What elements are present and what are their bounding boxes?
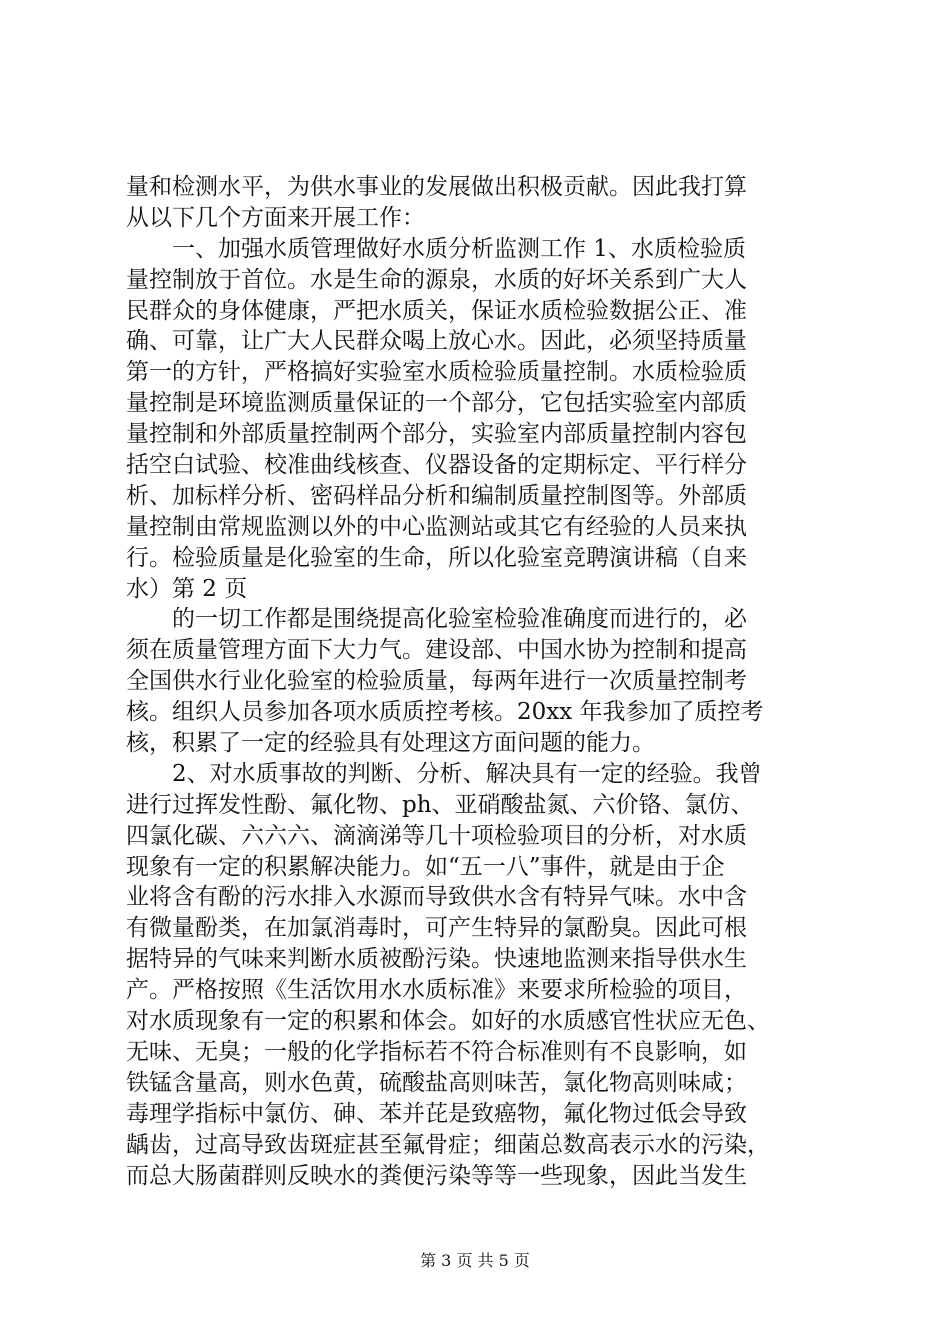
text-line: 进行过挥发性酚、氟化物、ph、亚硝酸盐氮、六价铬、氯仿、 <box>126 791 754 818</box>
text-line: 量和检测水平，为供水事业的发展做出积极贡献。因此我打算 <box>126 174 747 200</box>
text-line: 无味、无臭；一般的化学指标若不符合标准则有不良影响，如 <box>126 1038 747 1065</box>
text-line: 第一的方针，严格搞好实验室水质检验质量控制。水质检验质 <box>126 359 747 386</box>
text-line: 四氯化碳、六六六、滴滴涕等几十项检验项目的分析，对水质 <box>126 822 747 849</box>
document-body <box>126 172 866 1191</box>
text-line: 量控制和外部质量控制两个部分，实验室内部质量控制内容包 <box>126 421 747 448</box>
text-line: 龋齿，过高导致齿斑症甚至氟骨症；细菌总数高表示水的污染， <box>126 1131 770 1158</box>
text-line: 的一切工作都是围绕提高化验室检验准确度而进行的，必 <box>126 606 747 633</box>
text-line: 核。组织人员参加各项水质质控考核。20xx 年我参加了质控考 <box>126 699 764 726</box>
text-line: 对水质现象有一定的积累和体会。如好的水质感官性状应无色、 <box>126 1008 770 1035</box>
text-line: 水）第 2 页 <box>126 575 248 602</box>
text-line: 业将含有酚的污水排入水源而导致供水含有特异气味。水中含 <box>126 884 747 911</box>
text-line: 而总大肠菌群则反映水的粪便污染等等一些现象，因此当发生 <box>126 1162 747 1189</box>
text-line: 一、加强水质管理做好水质分析监测工作 1、水质检验质 <box>126 235 746 262</box>
text-line: 2、对水质事故的判断、分析、解决具有一定的经验。我曾 <box>126 760 762 787</box>
text-line: 析、加标样分析、密码样品分析和编制质量控制图等。外部质 <box>126 482 747 509</box>
text-line: 产。严格按照《生活饮用水水质标准》来要求所检验的项目， <box>126 977 747 1004</box>
text-line: 现象有一定的积累解决能力。如“五一八”事件，就是由于企 <box>126 853 725 880</box>
text-line: 行。检验质量是化验室的生命，所以化验室竞聘演讲稿（自来 <box>126 544 747 571</box>
text-line: 有微量酚类，在加氯消毒时，可产生特异的氯酚臭。因此可根 <box>126 915 747 942</box>
page-footer <box>0 1248 950 1271</box>
text-line: 铁锰含量高，则水色黄，硫酸盐高则味苦，氯化物高则味咸； <box>126 1069 747 1096</box>
text-line: 全国供水行业化验室的检验质量，每两年进行一次质量控制考 <box>126 668 747 695</box>
page-number-indicator: 第 3 页 共 5 页 <box>420 1251 530 1270</box>
text-line: 量控制是环境监测质量保证的一个部分，它包括实验室内部质 <box>126 390 747 417</box>
text-line: 量控制由常规监测以外的中心监测站或其它有经验的人员来执 <box>126 513 747 540</box>
text-line: 量控制放于首位。水是生命的源泉，水质的好坏关系到广大人 <box>126 266 747 293</box>
text-line: 毒理学指标中氯仿、砷、苯并芘是致癌物，氟化物过低会导致 <box>126 1100 747 1127</box>
text-line: 核，积累了一定的经验具有处理这方面问题的能力。 <box>126 730 655 757</box>
text-line: 据特异的气味来判断水质被酚污染。快速地监测来指导供水生 <box>126 946 747 973</box>
text-line: 确、可靠，让广大人民群众喝上放心水。因此，必须坚持质量 <box>126 328 747 355</box>
text-line: 须在质量管理方面下大力气。建设部、中国水协为控制和提高 <box>126 637 747 664</box>
text-line: 民群众的身体健康，严把水质关，保证水质检验数据公正、准 <box>126 297 747 324</box>
text-line: 从以下几个方面来开展工作： <box>126 204 425 231</box>
text-line: 括空白试验、校准曲线核查、仪器设备的定期标定、平行样分 <box>126 452 747 479</box>
